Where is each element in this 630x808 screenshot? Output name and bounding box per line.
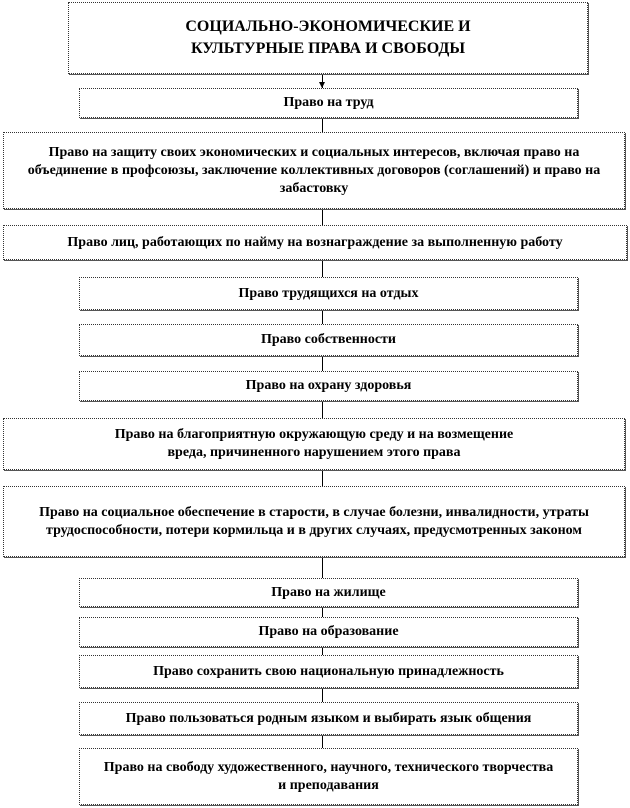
right-to-social-security: Право на социальное обеспечение в старости, в случае болезни, инвалидности, утраты трудоспособности, потери кормильца и в других случаях, предусмотренных законом: [3, 486, 625, 557]
right-to-education: Право на образование: [79, 617, 578, 647]
right-to-creative-freedom: Право на свободу художественного, научного, технического творчества и преподавания: [79, 748, 578, 805]
right-to-health: Право на охрану здоровья: [79, 371, 578, 401]
right-to-nationality: Право сохранить свою национальную принадлежность: [79, 655, 578, 688]
right-to-rest: Право трудящихся на отдых: [79, 277, 578, 310]
right-to-environment: Право на благоприятную окружающую среду и на возмещение вреда, причиненного нарушением этого права: [3, 418, 625, 470]
right-to-remuneration: Право лиц, работающих по найму на вознаграждение за выполненную работу: [3, 225, 627, 260]
right-to-protect-interests: Право на защиту своих экономических и социальных интересов, включая право на объединение в профсоюзы, заключение коллективных договоров (соглашений) и право на забастовку: [3, 132, 625, 209]
diagram-title: СОЦИАЛЬНО-ЭКОНОМИЧЕСКИЕ И КУЛЬТУРНЫЕ ПРАВА И СВОБОДЫ: [68, 2, 588, 74]
right-to-property: Право собственности: [79, 324, 578, 356]
right-to-work: Право на труд: [79, 88, 578, 118]
right-to-native-language: Право пользоваться родным языком и выбирать язык общения: [79, 702, 578, 735]
right-to-housing: Право на жилище: [79, 578, 578, 607]
